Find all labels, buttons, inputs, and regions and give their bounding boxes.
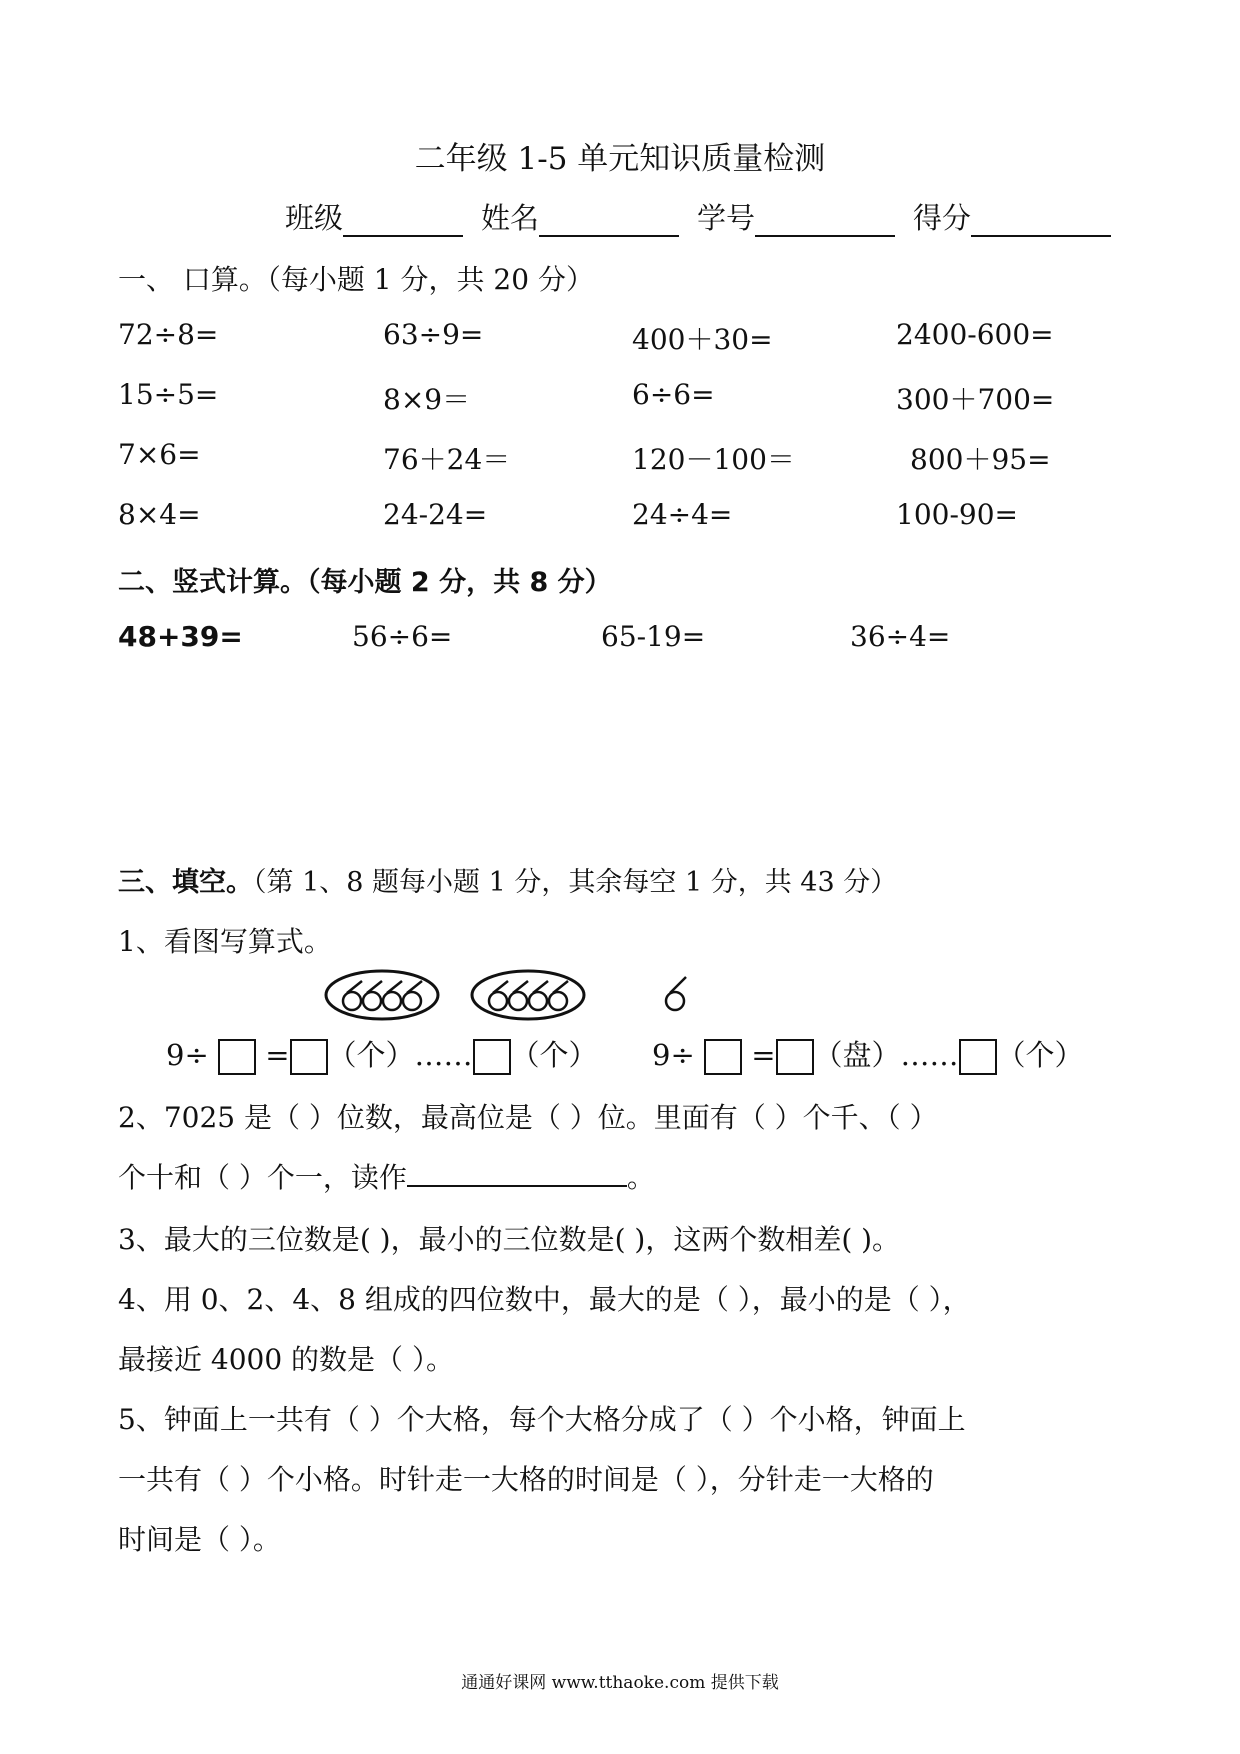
score-blank xyxy=(971,205,1111,237)
oral-problem: 2400-600= xyxy=(896,318,1054,351)
section2-heading: 二、竖式计算。（每小题 2 分，共 8 分） xyxy=(118,567,612,598)
id-label: 学号 xyxy=(697,201,756,235)
student-info-line xyxy=(285,196,1129,237)
answer-box[interactable] xyxy=(704,1039,742,1075)
oral-problem: 7×6= xyxy=(118,438,201,471)
page-title: 二年级 1-5 单元知识质量检测 xyxy=(414,141,826,177)
oral-problem: 300＋700= xyxy=(896,383,1055,416)
q3-line: 3、最大的三位数是( )，最小的三位数是( )，这两个数相差( )。 xyxy=(118,1223,901,1256)
class-label: 班级 xyxy=(285,201,344,235)
oral-problem: 120－100＝ xyxy=(632,443,795,476)
q5-line2: 一共有（ ）个小格。时针走一大格的时间是（ ），分针走一大格的 xyxy=(118,1463,934,1496)
oral-problem: 63÷9= xyxy=(383,318,484,351)
q2-line2: 个十和（ ）个一，读作 。 xyxy=(118,1156,655,1196)
oral-problem: 100-90= xyxy=(896,498,1018,531)
oral-problem: 24-24= xyxy=(383,498,488,531)
q1-title: 1、看图写算式。 xyxy=(118,925,332,958)
answer-box[interactable] xyxy=(218,1039,256,1075)
oral-problem: 76＋24＝ xyxy=(383,443,511,476)
score-label: 得分 xyxy=(913,201,972,235)
section3-heading: 三、填空。（第 1、8 题每小题 1 分，其余每空 1 分，共 43 分） xyxy=(118,867,898,898)
footer-text: 通通好课网 www.tthaoke.com 提供下载 xyxy=(461,1673,779,1693)
answer-box[interactable] xyxy=(776,1039,814,1075)
q1-equation-b: 9÷ = （盘）…… （个） xyxy=(652,1033,1084,1075)
q2-line1: 2、7025 是（ ）位数，最高位是（ ）位。里面有（ ）个千、（ ） xyxy=(118,1101,938,1134)
q1-equation-a: 9÷ = （个）…… （个） xyxy=(166,1033,598,1075)
grouped-circles-illustration xyxy=(320,965,720,1027)
answer-box[interactable] xyxy=(290,1039,328,1075)
vertical-problem: 36÷4= xyxy=(850,620,951,653)
oral-problem: 15÷5= xyxy=(118,378,219,411)
oral-problem: 400＋30= xyxy=(632,323,773,356)
read-as-blank[interactable] xyxy=(407,1157,627,1187)
answer-box[interactable] xyxy=(473,1039,511,1075)
answer-box[interactable] xyxy=(959,1039,997,1075)
vertical-problem: 65-19= xyxy=(601,620,706,653)
oral-problem: 72÷8= xyxy=(118,318,219,351)
oral-problem: 8×9＝ xyxy=(383,383,471,416)
q4-line2: 最接近 4000 的数是（ ）。 xyxy=(118,1343,454,1376)
id-blank xyxy=(755,205,895,237)
oral-problem: 8×4= xyxy=(118,498,201,531)
vertical-problem: 48+39= xyxy=(118,620,243,653)
class-blank xyxy=(343,205,463,237)
section1-heading: 一、 口算。（每小题 1 分，共 20 分） xyxy=(118,263,594,296)
oral-problem: 24÷4= xyxy=(632,498,733,531)
q5-line1: 5、钟面上一共有（ ）个大格，每个大格分成了（ ）个小格，钟面上 xyxy=(118,1403,966,1436)
name-label: 姓名 xyxy=(481,201,540,235)
oral-problem: 800＋95= xyxy=(910,443,1051,476)
plate-ellipse xyxy=(326,971,438,1019)
vertical-problem: 56÷6= xyxy=(352,620,453,653)
oral-problem: 6÷6= xyxy=(632,378,715,411)
name-blank xyxy=(539,205,679,237)
plate-ellipse xyxy=(472,971,584,1019)
q5-line3: 时间是（ ）。 xyxy=(118,1523,281,1556)
q4-line1: 4、用 0、2、4、8 组成的四位数中，最大的是（ ），最小的是（ ）， xyxy=(118,1283,971,1316)
